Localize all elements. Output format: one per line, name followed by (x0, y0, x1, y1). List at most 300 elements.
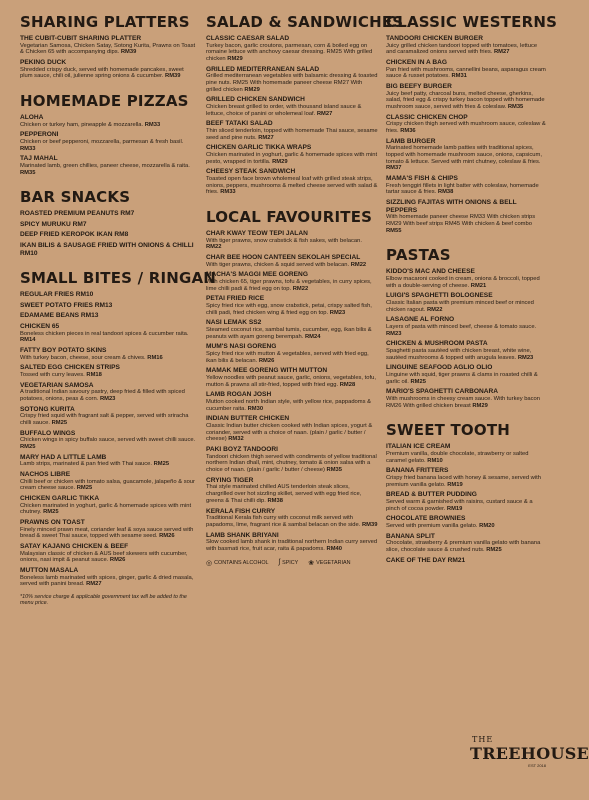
item-name-text: GRILLED CHICKEN SANDWICH (206, 96, 305, 104)
item-description-text: Chocolate, strawberry & premium vanilla gelato with banana slice, chocolate sauce & crushed nuts. (386, 540, 541, 553)
item-price: RM21 (470, 282, 487, 289)
item-description-text: Juicy grilled chicken tandoori topped with tomatoes, lettuce and caramalized onions served with fries. (386, 42, 538, 56)
item-price: RM39 (165, 73, 181, 80)
item-price: RM21 (447, 556, 466, 564)
item-name-text: TAJ MAHAL (20, 155, 58, 163)
menu-item (386, 533, 546, 554)
item-description (206, 238, 378, 251)
item-description-text: Lamb strips, marinated & pan fried with Thai sauce. (20, 461, 152, 468)
item-price: RM22 (292, 285, 309, 292)
section-title: SWEET TOOTH (386, 421, 511, 440)
menu-item (20, 210, 196, 218)
menu-item (386, 557, 546, 565)
item-description-text: Spaghetti pasta sautéed with chicken breast, white wine, sautéed mushrooms & topped with arugula leaves. (386, 348, 532, 361)
item-name-text: PEKING DUCK (20, 59, 67, 66)
item-description (386, 43, 546, 56)
item-name-text: SATAY KAJANG CHICKEN & BEEF (20, 542, 129, 550)
item-name-text: GRILLED MEDITERRANEAN SALAD (206, 65, 320, 73)
item-price: RM13 (80, 312, 99, 320)
item-description-text: Chicken marinated in yoghurt, garlic & homemade spices with mint pesto, wrapped in tortilla. (206, 152, 378, 165)
item-description (206, 303, 378, 316)
item-description-text: Served with premium vanilla gelato. (386, 523, 478, 529)
section-title: PASTAS (386, 246, 451, 265)
item-description (386, 183, 546, 196)
item-name-text: DEEP FRIED KEROPOK IKAN (20, 231, 113, 239)
item-name-text: SALTED EGG CHICKEN STRIPS (20, 364, 120, 372)
item-name (386, 533, 546, 541)
item-description-text: Classic Indian butter chicken cooked with Indian spices, yogurt & coriander, served with a choice of naan. (plain / garlic / butter / cheese) (206, 423, 373, 443)
menu-item (20, 155, 196, 176)
section-title: SMALL BITES / RINGAN (20, 269, 217, 288)
item-name-text: SOTONG KURITA (20, 405, 75, 413)
item-description (20, 372, 196, 379)
item-description-text: Marinated homemade lamb patties with traditional spices, topped with homemade mushroom sauce, onions, capsicum, tomato & lettuce. Served with mint chutney, coleslaw & fries. (386, 145, 542, 165)
menu-item (386, 35, 546, 56)
item-name-text: CHICKEN 65 (20, 323, 60, 331)
item-price: RM7 (120, 210, 135, 218)
item-description-text: Traditional Kerala fish curry with coconut milk served with papadoms, lime, fragrant rice & sambal belacan on the side. (206, 515, 361, 528)
item-price: RM33 (220, 189, 236, 196)
item-name-text: CHICKEN GARLIC TIKKA (20, 494, 100, 502)
item-name (20, 519, 196, 527)
item-name-text: MUM'S NASI GORENG (206, 343, 277, 351)
item-name (20, 59, 196, 67)
menu-item (20, 364, 196, 378)
item-price: RM26 (258, 357, 275, 364)
item-price: RM35 (326, 467, 342, 474)
item-name (386, 83, 546, 91)
item-description (386, 540, 546, 553)
item-name-text: CRYING TIGER (206, 476, 254, 484)
item-price: RM55 (386, 227, 402, 234)
item-description (386, 499, 546, 512)
item-description-text: With chicken 65, tiger prawns, tofu & vegetables, in curry spices, lime chilli padi & fried egg on top. (206, 279, 372, 292)
item-name (20, 471, 196, 479)
item-description-text: Boneless chicken pieces in real tandoori spices & cucumber raita. (20, 330, 189, 337)
item-name-text: VEGETARIAN SAMOSA (20, 381, 94, 389)
section-title: SALAD & SANDWICHES (206, 13, 404, 31)
item-price: RM19 (447, 481, 463, 488)
item-name (386, 268, 546, 276)
item-description (386, 348, 546, 361)
item-price: RM33 (144, 121, 161, 128)
menu-item (386, 268, 546, 289)
menu-item (20, 347, 196, 361)
item-description (386, 475, 546, 488)
item-description (206, 423, 378, 443)
item-description (20, 413, 196, 426)
item-description-text: Marinated lamb, green chillies, paneer cheese, mozzarella & raita. (20, 162, 190, 169)
item-name-text: NACHOS LIBRE (20, 470, 71, 478)
item-description-text: Tandoori chicken thigh served with condiments of yellow traditional northern Indian dhall, mint, chutney, tomato & onion salsa with a choice of naan. (plain / garlic / butter / cheese) (206, 453, 377, 474)
item-name-text: SIZZLING FAJITAS WITH ONIONS & BELL PEPPERS (386, 199, 517, 214)
menu-item (386, 138, 546, 172)
menu-item (20, 131, 196, 152)
item-name (386, 138, 546, 146)
item-price: RM25 (153, 461, 170, 468)
item-description-text: Yellow noodles with peanut sauce, garlic, onions, vegetables, tofu, mutton & prawns all stir-fried, topped with fried egg. (206, 375, 376, 388)
item-price: RM10 (75, 291, 94, 299)
item-price: RM40 (326, 545, 342, 552)
item-description (20, 551, 196, 564)
item-price: RM35 (20, 169, 36, 176)
leaf-icon: ❀ (308, 559, 315, 567)
item-name (20, 221, 196, 229)
item-price: RM28 (339, 381, 356, 388)
item-name (20, 347, 196, 355)
menu-item (20, 567, 196, 588)
item-price: RM23 (329, 309, 346, 316)
menu-item (386, 59, 546, 80)
item-description (206, 351, 378, 364)
item-description (20, 122, 196, 129)
item-price: RM16 (147, 354, 163, 361)
item-description (206, 176, 378, 196)
item-price: RM20 (479, 523, 495, 529)
item-description (206, 375, 378, 388)
item-price: RM27 (86, 581, 102, 588)
item-description-text: Toasted open face brown wholemeal loaf with grilled steak strips, onions, peppers, mushrooms & melted cheese served with salad & fries. (206, 176, 378, 196)
item-description (206, 539, 378, 552)
item-description-text: Elbow macaroni cooked in cream, onions & broccoli, topped with a double-serving of cheese. (386, 276, 540, 289)
item-description (206, 104, 378, 117)
item-name (206, 391, 378, 399)
item-description (20, 163, 196, 176)
item-name (206, 96, 378, 104)
item-name (20, 382, 196, 390)
menu-item (386, 292, 546, 313)
item-name (206, 367, 378, 375)
item-description-text: Finely minced prawn meat, coriander leaf & soya sauce served with bread & sweet Thai sauce, topped with sesame seed. (20, 526, 194, 540)
legend-item (206, 559, 269, 567)
item-name-text: CHAR BEE HOON CANTEEN SEKOLAH SPECIAL (206, 254, 361, 262)
item-price: RM30 (247, 405, 264, 412)
item-name (206, 271, 378, 279)
legend-label: VEGETARIAN (316, 559, 351, 566)
item-name (206, 35, 378, 43)
item-name-text: BANANA FRITTERS (386, 467, 449, 475)
item-name (206, 532, 378, 540)
item-name (20, 155, 196, 163)
legend-label: SPICY (282, 559, 299, 566)
item-description (386, 214, 546, 234)
logo-the: THE (472, 735, 494, 744)
item-description (206, 43, 378, 63)
item-description-text: Served warm & garnished with raisins, custard sauce & a pinch of cocoa powder. (386, 499, 533, 512)
item-name-text: SPICY MURUKU (20, 220, 71, 228)
item-price: RM18 (86, 371, 102, 378)
item-description (20, 67, 196, 80)
menu-item (386, 175, 546, 196)
item-name (206, 319, 378, 327)
item-name (386, 35, 546, 43)
item-name-text: LAMB BURGER (386, 137, 436, 145)
item-price: RM23 (99, 395, 116, 402)
item-description (386, 451, 546, 464)
item-price: RM27 (493, 49, 510, 56)
menu-item (206, 343, 378, 364)
item-description (206, 484, 378, 504)
item-name-text: TANDOORI CHICKEN BURGER (386, 35, 483, 42)
item-name (386, 388, 546, 396)
menu-item (206, 477, 378, 505)
item-description-text: Vegetarian Samosa, Chicken Satay, Sotong Kurita, Prawns on Toast & Chicken 65 with accompanying dips. (20, 42, 196, 56)
item-name-text: INDIAN BUTTER CHICKEN (206, 415, 290, 423)
item-name (386, 199, 546, 214)
item-name-text: BUFFALO WINGS (20, 429, 76, 437)
treehouse-logo (470, 735, 589, 768)
item-price: RM25 (51, 419, 68, 426)
menu-column-right (386, 13, 558, 567)
menu-item (386, 364, 546, 385)
menu-item (386, 316, 546, 337)
item-description-text: Crispy fried squid with fragrant salt & pepper, served with sriracha chilli sauce. (20, 413, 189, 426)
item-description-text: Spicy fried rice with egg, snow crabstick, petai, crispy salted fish, chilli padi, fried chicken wing & fried egg on top. (206, 303, 372, 316)
menu-item (20, 471, 196, 492)
item-name-text: ROASTED PREMIUM PEANUTS (20, 210, 119, 218)
item-name-text: EDAMAME BEANS (20, 312, 79, 320)
item-name (206, 477, 378, 485)
item-description (206, 73, 378, 93)
item-name-text: LASAGNE AL FORNO (386, 316, 455, 324)
item-name-text: CHEESY STEAK SANDWICH (206, 168, 296, 176)
menu-item (206, 532, 378, 553)
item-name (20, 114, 196, 122)
item-price: RM23 (517, 354, 534, 361)
item-name (206, 295, 378, 303)
item-description (206, 399, 378, 412)
item-name-text: PRAWNS ON TOAST (20, 518, 85, 526)
item-description-text: Crispy fried banana laced with honey & sesame, served with premium vanilla gelato. (386, 475, 541, 488)
item-description (386, 276, 546, 289)
item-description-text: A traditional Indian savoury pastry, deep fried & filled with spiced potatoes, onions, peas & corn. (20, 389, 185, 402)
item-description-text: With turkey bacon, cheese, sour cream & chives. (20, 354, 146, 361)
menu-item (20, 231, 196, 239)
item-name-text: CHAR KWAY TEOW TEPI JALAN (206, 230, 308, 238)
item-price: RM27 (316, 110, 333, 117)
item-name (386, 316, 546, 324)
item-name-text: NASI LEMAK SS2 (206, 319, 262, 327)
item-description (206, 454, 378, 474)
item-name (20, 543, 196, 551)
menu-item (20, 454, 196, 468)
item-name (386, 364, 546, 372)
legend-item (279, 559, 299, 566)
menu-item (206, 96, 378, 117)
item-name (20, 406, 196, 414)
item-price: RM24 (304, 333, 321, 340)
item-name-text: ALOHA (20, 114, 44, 121)
item-description-text: Chicken wings in spicy buffalo sauce, served with sweet chilli sauce. (20, 437, 196, 444)
menu-item (20, 291, 196, 299)
item-name-text: PETAI FRIED RICE (206, 295, 265, 303)
item-name (20, 495, 196, 503)
item-description (20, 479, 196, 492)
chilli-icon: ʃ (278, 559, 281, 567)
item-name-text: PEPPERONI (20, 131, 59, 139)
item-description (206, 152, 378, 165)
item-description (20, 389, 196, 402)
item-description-text: Grilled mediterranean vegetables with balsamic dressing & toasted pine nuts. RM25 With homemade paneer cheese RM27 With grilled chicken (206, 73, 378, 93)
item-name-text: CHICKEN GARLIC TIKKA WRAPS (206, 144, 312, 152)
item-price: RM25 (20, 443, 36, 450)
item-description (20, 43, 196, 56)
item-price: RM26 (159, 533, 175, 540)
item-description (386, 145, 546, 172)
menu-item (206, 254, 378, 268)
item-name (386, 467, 546, 475)
item-name-text: MAMAK MEE GORENG WITH MUTTON (206, 367, 328, 375)
item-name-text: CAKE OF THE DAY (386, 556, 446, 564)
menu-item (386, 443, 546, 464)
menu-item (206, 508, 378, 529)
item-name-text: REGULAR FRIES (20, 291, 74, 299)
item-description-text: With homemade paneer cheese RM33 With chicken strips RM29 With beef strips RM45 With chicken & beef combo (386, 214, 536, 227)
item-price: RM37 (386, 165, 402, 172)
item-name-text: LINGUINE SEAFOOD AGLIO OLIO (386, 364, 493, 372)
item-name (206, 508, 378, 516)
item-price: RM14 (20, 337, 36, 344)
legend-label: CONTAINS ALCOHOL (214, 559, 269, 566)
item-description (386, 324, 546, 337)
menu-item (206, 120, 378, 141)
item-price: RM29 (244, 86, 260, 93)
item-description-text: With mushrooms in cheesy cream sauce. With turkey bacon RM26 With grilled chicken breast (386, 396, 540, 409)
item-price: RM38 (437, 189, 454, 196)
item-name-text: CHICKEN & MUSHROOM PASTA (386, 340, 488, 348)
item-name (206, 254, 378, 262)
item-name-text: MARY HAD A LITTLE LAMB (20, 453, 107, 461)
item-name-text: CLASSIC CAESAR SALAD (206, 35, 290, 42)
item-description (20, 503, 196, 516)
menu-item (206, 415, 378, 443)
item-description-text: Slow cooked lamb shank in traditional northern Indian curry served with basmati rice, fruit acar, raita & papadoms. (206, 539, 378, 552)
item-description (20, 331, 196, 344)
item-name-text: FATTY BOY POTATO SKINS (20, 347, 107, 355)
item-name (20, 430, 196, 438)
item-name-text: BEEF TATAKI SALAD (206, 120, 273, 128)
item-description-text: Layers of pasta with minced beef, cheese & tomato sauce. (386, 324, 537, 330)
item-price: RM35 (507, 104, 524, 110)
section-title: BAR SNACKS (20, 188, 131, 207)
item-price: RM36 (400, 128, 416, 134)
item-name (386, 292, 546, 300)
item-name-text: LAMB ROGAN JOSH (206, 391, 272, 399)
item-name (20, 291, 196, 299)
menu-item (386, 491, 546, 512)
menu-item (20, 35, 196, 56)
item-name (206, 446, 378, 454)
item-description (386, 121, 546, 134)
item-name-text: KIDDO'S MAC AND CHEESE (386, 268, 475, 276)
menu-item (20, 114, 196, 128)
item-price: RM19 (446, 505, 463, 512)
item-price: RM10 (20, 249, 38, 257)
item-price: RM29 (272, 158, 288, 165)
item-name (20, 364, 196, 372)
item-description (206, 279, 378, 292)
menu-item (20, 406, 196, 427)
menu-item (20, 242, 196, 257)
menu-item (206, 35, 378, 63)
menu-item (20, 59, 196, 80)
item-description (20, 139, 196, 152)
item-name (386, 175, 546, 183)
item-name-text: MUTTON MASALA (20, 566, 79, 574)
item-description-text: Turkey bacon, garlic croutons, parmesan, corn & boiled egg on romaine lettuce with anchovy caesar dressing. RM25 With grilled chicken (206, 42, 373, 62)
item-price: RM32 (228, 436, 244, 443)
item-description-text: Juicy beef patty, charcoal buns, melted cheese, gherkins, salad, fried egg & crispy turkey bacon topped with homemade mushroom sauce, served with fries & coleslaw. (386, 90, 545, 110)
menu-item (386, 83, 546, 111)
menu-item (206, 446, 378, 474)
item-price: RM23 (386, 330, 402, 337)
item-description-text: Spicy fried rice with mutton & vegetables, served with fried egg, ikan bilis & belacan. (206, 351, 369, 364)
item-name (206, 168, 378, 176)
item-description (20, 575, 196, 588)
item-description-text: Chicken or beef pepperoni, mozzarella, parmesan & fresh basil. (20, 138, 184, 145)
item-name-text: LUIGI'S SPAGHETTI BOLOGNESE (386, 292, 493, 300)
menu-item (20, 430, 196, 451)
item-description-text: Boneless lamb marinated with spices, ginger, garlic & dried masala, served with panini bread. (20, 574, 194, 588)
item-description (20, 355, 196, 362)
item-name-text: CHOCOLATE BROWNIES (386, 515, 466, 523)
item-description (386, 91, 546, 111)
item-name-text: SWEET POTATO FRIES (20, 301, 93, 309)
item-name (386, 340, 546, 348)
item-name (206, 120, 378, 128)
menu-item (20, 221, 196, 229)
menu-item (206, 295, 378, 316)
item-name (386, 557, 546, 565)
item-price: RM22 (426, 306, 443, 313)
service-charge-note: *10% service charge & applicable government tax will be added to the menu price. (20, 593, 187, 607)
item-description-text: Malaysian classic of chicken & AUS beef skewers with cucumber, onions, nasi impit & peanut sauce. (20, 550, 188, 564)
menu-item (20, 312, 196, 320)
item-description (386, 300, 546, 313)
item-price: RM27 (258, 134, 274, 141)
item-name-text: MACHA'S MAGGI MEE GORENG (206, 271, 308, 279)
item-description-text: Thai style marinated chilled AUS tenderloin steak slices, chargrilled over hot sizzling skillet, served with egg fried rice, greens & Thai chilli dip. (206, 484, 362, 504)
item-description (20, 437, 196, 450)
logo-brand: TREEHOUSE (470, 744, 589, 763)
item-description (206, 515, 378, 528)
item-description-text: Shredded crispy duck, served with homemade pancakes, sweet plum sauce, chili oil, julienne spring onions & cucumber. (20, 66, 184, 80)
item-price: RM31 (451, 73, 467, 80)
item-description (386, 67, 546, 80)
logo-est: EST 2018 (528, 763, 546, 768)
item-price: RM38 (267, 497, 283, 504)
item-name-text: IKAN BILIS & SAUSAGE FRIED WITH ONIONS & CHILLI (20, 242, 194, 250)
item-name (20, 210, 196, 218)
menu-item (20, 495, 196, 516)
item-description (20, 527, 196, 540)
item-name (20, 312, 196, 320)
menu-item (206, 168, 378, 196)
item-description (20, 461, 196, 468)
item-price: RM8 (114, 231, 129, 239)
menu-item (386, 340, 546, 361)
item-name-text: BANANA SPLIT (386, 532, 435, 540)
item-name-text: LAMB SHANK BRIYANI (206, 531, 279, 539)
item-name (386, 114, 546, 122)
menu-item (206, 391, 378, 412)
item-name (20, 231, 196, 239)
item-name-text: CHICKEN IN A BAG (386, 59, 448, 66)
menu-item (206, 367, 378, 388)
item-price: RM25 (76, 485, 93, 492)
menu-item (386, 467, 546, 488)
item-name-text: KERALA FISH CURRY (206, 507, 276, 515)
